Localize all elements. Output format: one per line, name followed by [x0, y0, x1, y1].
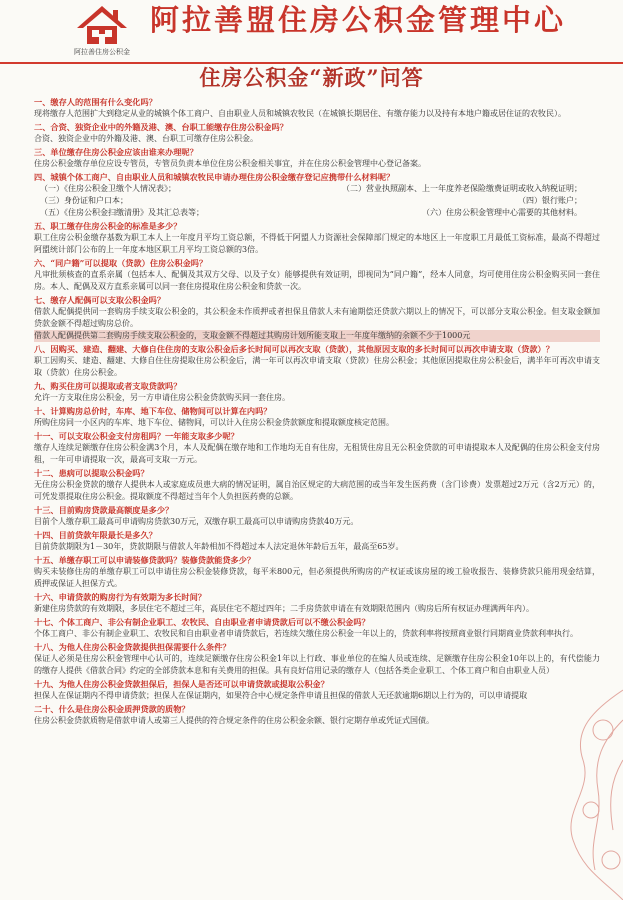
question-heading: 十、计算购房总价时，车库、地下车位、储物间可以计算在内吗？: [34, 406, 272, 416]
answer-text: 新建住房贷款的有效期限，多层住宅不超过三年，高层住宅不超过四年；二手房贷款申请在有效期限范围内（购房后所有权证办理满两年内）。: [34, 604, 534, 613]
material-item: （六）住房公积金管理中心需要的其他材料。: [422, 208, 582, 217]
qa-section: [34, 504, 600, 528]
qa-section: [34, 171, 600, 219]
question-heading: 十五、单缴存职工可以申请装修贷款吗？装修贷款能贷多少？: [34, 555, 256, 565]
qa-section: [34, 616, 600, 640]
material-item: （三）身份证和户口本；: [40, 196, 128, 205]
question-heading: 三、单位缴存住房公积金应该由谁来办理呢？: [34, 147, 198, 157]
page-header: [0, 0, 623, 64]
material-item: （四）银行账户；: [518, 196, 582, 205]
qa-section: [34, 529, 600, 553]
question-heading: 十六、申请贷款的购房行为有效期为多长时间？: [34, 592, 206, 602]
question-heading: 五、职工缴存住房公积金的标准是多少？: [34, 221, 182, 231]
question-heading: 九、购买住房可以提取或者支取贷款吗？: [34, 381, 182, 391]
highlighted-answer-text: 借款人配偶提供第二套购房手续支取公积金的，支取金额不得超过其购房计划所能支取上一年度年缴纳的余额不少于1000元: [34, 330, 600, 342]
answer-text: 目前个人缴存职工最高可申请购房贷款30万元，双缴存职工最高可以申请购房贷款40万元。: [34, 517, 359, 526]
answer-text: 目前贷款期限为1－30年，贷款期限与借款人年龄相加不得超过本人法定退休年龄后五年，最高至65岁。: [34, 542, 404, 551]
question-heading: 十二、患病可以提取公积金吗？: [34, 468, 149, 478]
qa-section: [34, 294, 600, 342]
answer-text: 所购住房同一小区内的车库、地下车位、储物间，可以计入住房公积金贷款额度和提取额度核定范围。: [34, 418, 394, 427]
logo-caption: 阿拉善住房公积金: [74, 48, 130, 56]
question-heading: 二、合资、独资企业中的外籍及港、澳、台职工能缴存住房公积金吗？: [34, 122, 288, 132]
qa-section: [34, 430, 600, 466]
answer-text: 担保人在保证期内不得申请贷款；担保人在保证期内，如果符合中心规定条件申请且担保的借款人无还款逾期6期以上行为的，可以申请提取: [34, 691, 528, 700]
answer-text: 允许一方支取住房公积金，另一方申请住房公积金贷款购买同一套住房。: [34, 393, 290, 402]
material-item: （五）《住房公积金扫缴清册》及其汇总表等；: [40, 208, 204, 217]
answer-text: 现将缴存人范围扩大到稳定从业的城镇个体工商户、自由职业人员和城镇农牧民（在城镇长期居住、有缴存能力以及持有本地户籍或居住证的农牧民）。: [34, 109, 566, 118]
answer-text: 保证人必须是住房公积金管理中心认可的，连续足额缴存住房公积金1年以上行政、事业单位的在编人员或连续、足额缴存住房公积金10年以上的，有代偿能力的缴存人提供《借款合同》约定的全部贷款本息和有关费用的担保。具有良好信用记录的缴存人（包括各类企业职工、个体工商户和自由职业人员）: [34, 654, 600, 675]
qa-section: [34, 641, 600, 677]
question-heading: 七、缴存人配偶可以支取公积金吗？: [34, 295, 166, 305]
material-item: （二）营业执照副本、上一年度养老保险缴费证明或收入纳税证明；: [342, 184, 582, 193]
materials-row: [34, 183, 600, 195]
question-heading: 十一、可以支取公积金支付房租吗？一年能支取多少呢？: [34, 431, 239, 441]
qa-section: [34, 220, 600, 256]
answer-text: 职工因购买、建造、翻建、大修自住住房提取住房公积金后，满一年可以再次申请支取（贷款）住房公积金；其他原因提取住房公积金后，满半年可再次申请支取（贷款）住房公积金。: [34, 356, 600, 377]
answer-text: 个体工商户、非公有制企业职工、农牧民和自由职业者申请贷款后，若连续欠缴住房公积金一年以上的，贷款利率将按照商业银行同期商业贷款利率执行。: [34, 629, 578, 638]
qa-section: [34, 703, 600, 727]
question-heading: 十八、为他人住房公积金贷款提供担保需要什么条件？: [34, 642, 231, 652]
qa-section: [34, 405, 600, 429]
answer-text: 购买未装修住房的单缴存职工可以申请住房公积金装修贷款，每平米800元，但必须提供所购房的产权证或该房屋的竣工验收报告、装修贷款只能用现金结算，质押或保证人担保方式。: [34, 567, 600, 588]
answer-text: 缴存人连续足额缴存住房公积金满3个月，本人及配偶在缴存地和工作地均无自有住房，无租赁住房且无公积金贷款的可申请提取本人及配偶的住房公积金支付房租，一年可申请提取一次，最高可支取一万元。: [34, 443, 600, 464]
answer-text: 住房公积金缴存单位应设专管员，专管员负责本单位住房公积金相关事宜，并在住房公积金管理中心登记备案。: [34, 159, 426, 168]
qa-section: [34, 257, 600, 293]
question-heading: 一、缴存人的范围有什么变化吗？: [34, 97, 157, 107]
org-logo: [64, 4, 140, 60]
qa-section: [34, 380, 600, 404]
materials-row: [34, 195, 600, 207]
answer-text: 住房公积金贷款质物是借款申请人或第三人提供的符合规定条件的住房公积金余额、银行定期存单或凭证式国债。: [34, 716, 434, 725]
answer-text: 借款人配偶提供同一套购房手续支取公积金的，其公积金未作质押或者担保且借款人未有逾期偿还贷款六期以上的情况下，可以部分支取公积金。但支取金额加贷款金额不得超过购房总价。: [34, 307, 600, 328]
qa-section: [34, 554, 600, 590]
material-item: （一）《住房公积金卫缴个人情况表》；: [40, 184, 176, 193]
qa-list: [34, 96, 600, 728]
question-heading: 六、“同户籍”可以提取（贷款）住房公积金吗？: [34, 258, 208, 268]
qa-section: [34, 146, 600, 170]
answer-text: 凡审批须核查的直系亲属（包括本人、配偶及其双方父母、以及子女）能够提供有效证明，即视同为“同户籍”，经本人同意，均可使用住房公积金购买同一套住房。本人、配偶及双方直系亲属可以同一套住房提取住房公积金和贷款一次。: [34, 270, 600, 291]
qa-section: [34, 121, 600, 145]
answer-text: 无住房公积金贷款的缴存人提供本人或家庭成员患大病的情况证明，属自治区规定的大病范围的或当年发生医药费（含门诊费）发票超过2万元（含2万元）的，可凭发票提取住房公积金。提取额度不得超过当年个人负担医药费的总额。: [34, 480, 600, 501]
qa-section: [34, 591, 600, 615]
qa-section: [34, 678, 600, 702]
question-heading: 十四、目前贷款年限最长是多久？: [34, 530, 157, 540]
question-heading: 十三、目前购房贷款最高额度是多少？: [34, 505, 174, 515]
qa-section: [34, 343, 600, 379]
qa-section: [34, 467, 600, 503]
question-heading: 二十、什么是住房公积金质押贷款的质物？: [34, 704, 190, 714]
qa-section: [34, 96, 600, 120]
organization-title: 阿拉善盟住房公积金管理中心: [150, 3, 567, 37]
question-heading: 八、因购买、建造、翻建、大修自住住房的支取公积金后多长时间可以再次支取（贷款），其他原因支取的多长时间可以再次申请支取（贷款）？: [34, 344, 554, 354]
document-title: 住房公积金“新政”问答: [199, 65, 424, 90]
answer-text: 合资、独资企业中的外籍及港、澳、台职工可缴存住房公积金。: [34, 134, 258, 143]
question-heading: 十七、个体工商户、非公有制企业职工、农牧民、自由职业者申请贷款后可以不缴公积金吗？: [34, 617, 370, 627]
materials-row: [34, 207, 600, 219]
answer-text: 职工住房公积金缴存基数为职工本人上一年度月平均工资总额，不得低于阿盟人力资源社会保障部门规定的本地区上一年度职工月最低工资标准，最高不得超过阿盟统计部门公布的上一年度本地区职工月平均工资总额的3倍。: [34, 233, 600, 254]
question-heading: 十九、为他人住房公积金贷款担保后，担保人是否还可以申请贷款或提取公积金？: [34, 679, 329, 689]
question-heading: 四、城镇个体工商户、自由职业人员和城镇农牧民申请办理住房公积金缴存登记应携带什么材料呢？: [34, 172, 395, 182]
house-logo-icon: [73, 4, 131, 46]
